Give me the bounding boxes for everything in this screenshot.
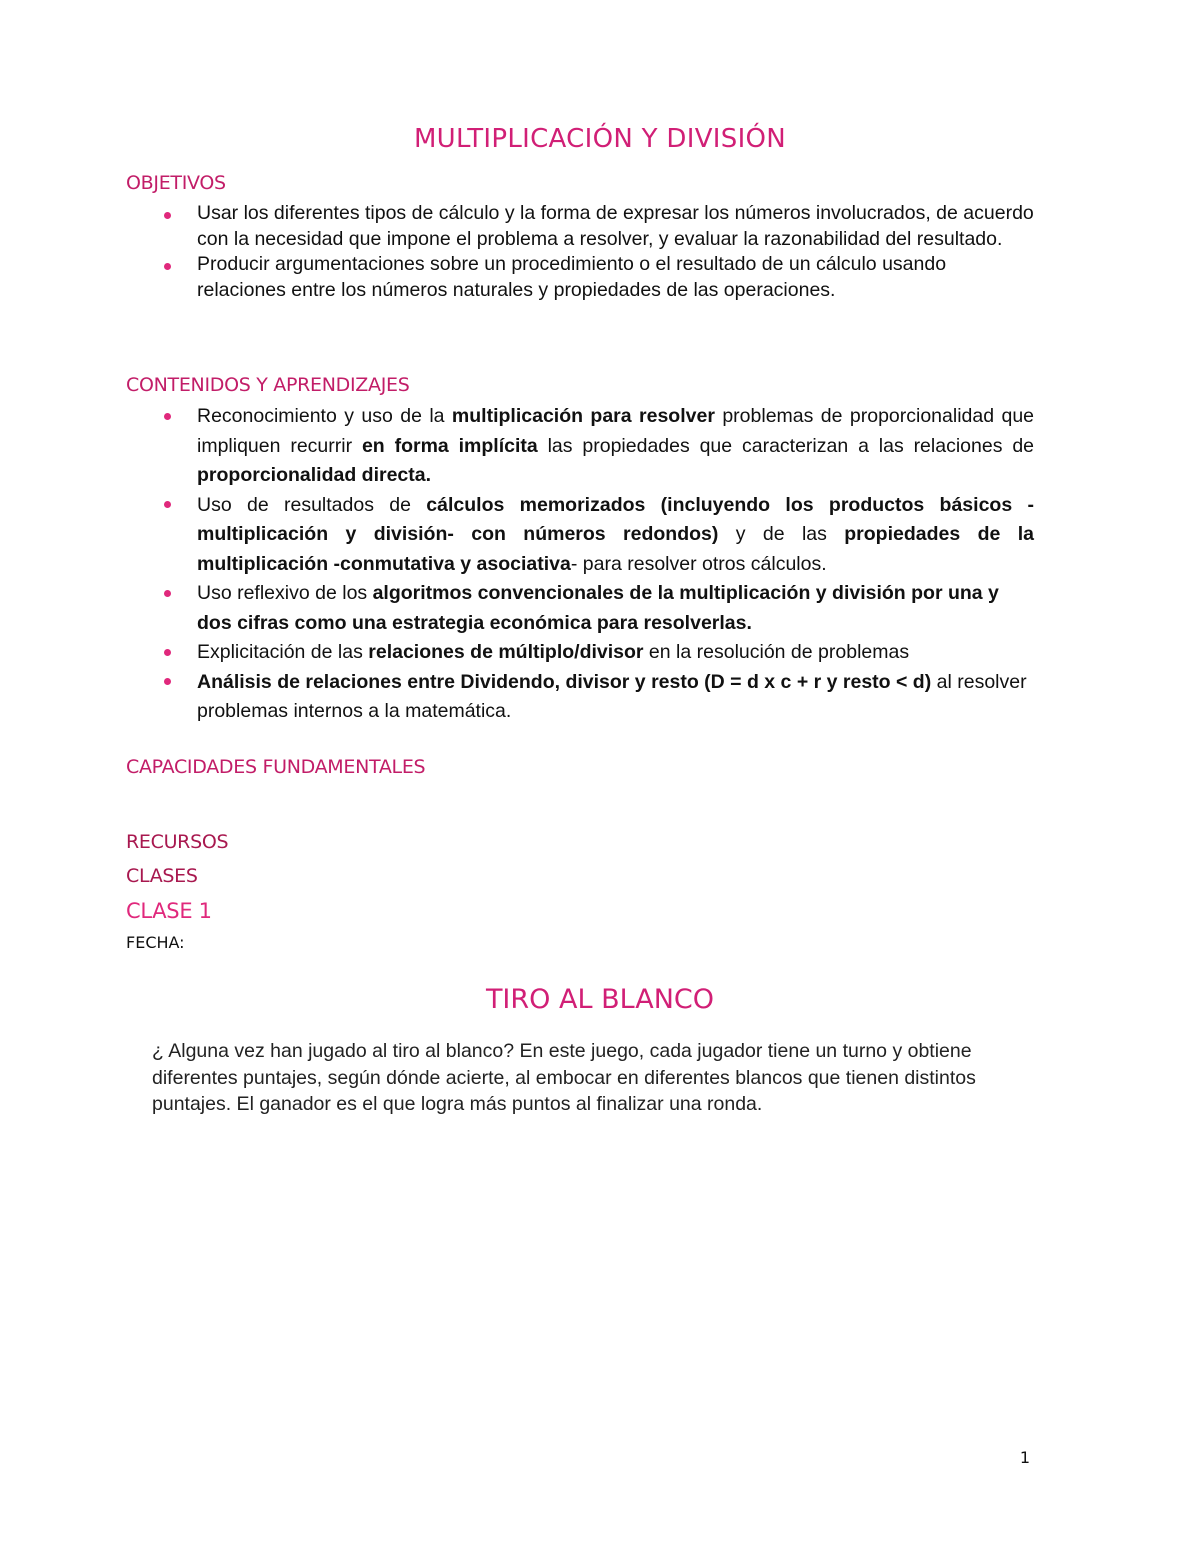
bullet-icon (164, 263, 171, 270)
contenido-text: Reconocimiento y uso de la (197, 405, 452, 427)
contenido-text: - para resolver otros cálculos. (570, 552, 827, 575)
contenido-text: problemas de proporcionalidad que impliquen recurrir (197, 405, 1035, 457)
list-item (160, 668, 1034, 727)
capacidades-heading: CAPACIDADES FUNDAMENTALES (126, 756, 426, 778)
list-item (160, 252, 1034, 303)
bullet-icon (164, 413, 171, 420)
objetivos-list (160, 201, 1034, 303)
contenido-bold: algoritmos convencionales de la multiplicación y división por una y dos cifras como una estrategia económica para resolverlas. (197, 582, 999, 634)
fecha-label: FECHA: (126, 933, 185, 952)
tiro-al-blanco-intro: ¿ Alguna vez han jugado al tiro al blanco? En este juego, cada jugador tiene un turno y obtiene diferentes puntajes, según dónde acierte, al embocar en diferentes blancos que tienen distintos puntajes. El ganador es el que logra más puntos al finalizar una ronda. (152, 1040, 976, 1115)
contenido-bold: propiedades de la multiplicación -conmutativa y asociativa (197, 523, 1034, 575)
list-item (160, 579, 1034, 638)
clases-heading: CLASES (126, 865, 198, 887)
objetivo-text: Producir argumentaciones sobre un procedimiento o el resultado de un cálculo usando relaciones entre los números naturales y propiedades de las operaciones. (197, 253, 947, 301)
clase-1-heading: CLASE 1 (126, 899, 212, 923)
list-item (160, 402, 1034, 491)
page-number: 1 (1019, 1448, 1030, 1467)
contenidos-list (160, 402, 1034, 727)
contenidos-heading: CONTENIDOS Y APRENDIZAJES (126, 374, 410, 396)
page-title: MULTIPLICACIÓN Y DIVISIÓN (413, 124, 787, 154)
contenido-bold: proporcionalidad directa. (197, 464, 432, 486)
bullet-icon (164, 649, 171, 656)
recursos-heading: RECURSOS (126, 831, 229, 853)
bullet-icon (164, 678, 171, 685)
objetivos-heading: OBJETIVOS (126, 172, 226, 194)
contenido-text: Explicitación de las (197, 641, 369, 663)
bullet-icon (164, 501, 171, 508)
contenido-bold: en forma implícita (361, 434, 538, 457)
contenido-text: al resolver problemas internos a la matemática. (197, 670, 1027, 722)
list-item (160, 491, 1034, 580)
contenido-bold: Análisis de relaciones entre Dividendo, divisor y resto (D = d x c + r y resto < d) (197, 670, 932, 693)
contenido-text: y de las (718, 523, 845, 545)
contenido-text: en la resolución de problemas (643, 641, 910, 663)
contenido-bold: relaciones de múltiplo/divisor (368, 641, 644, 663)
bullet-icon (164, 212, 171, 219)
contenido-bold: multiplicación para resolver (451, 405, 715, 427)
list-item (160, 201, 1034, 252)
bullet-icon (164, 590, 171, 597)
objetivo-text: Usar los diferentes tipos de cálculo y la forma de expresar los números involucrados, de acuerdo con la necesidad que impone el problema a resolver, y evaluar la razonabilidad del resultado. (197, 202, 1034, 250)
list-item (160, 638, 1034, 668)
contenido-bold: cálculos memorizados (incluyendo los productos básicos - multiplicación y división- con números redondos) (197, 493, 1034, 545)
contenido-text: Uso de resultados de (197, 493, 427, 516)
contenido-text: Uso reflexivo de los (197, 582, 373, 604)
tiro-al-blanco-title: TIRO AL BLANCO (485, 984, 715, 1015)
contenido-text: las propiedades que caracterizan a las relaciones de (537, 434, 1035, 457)
